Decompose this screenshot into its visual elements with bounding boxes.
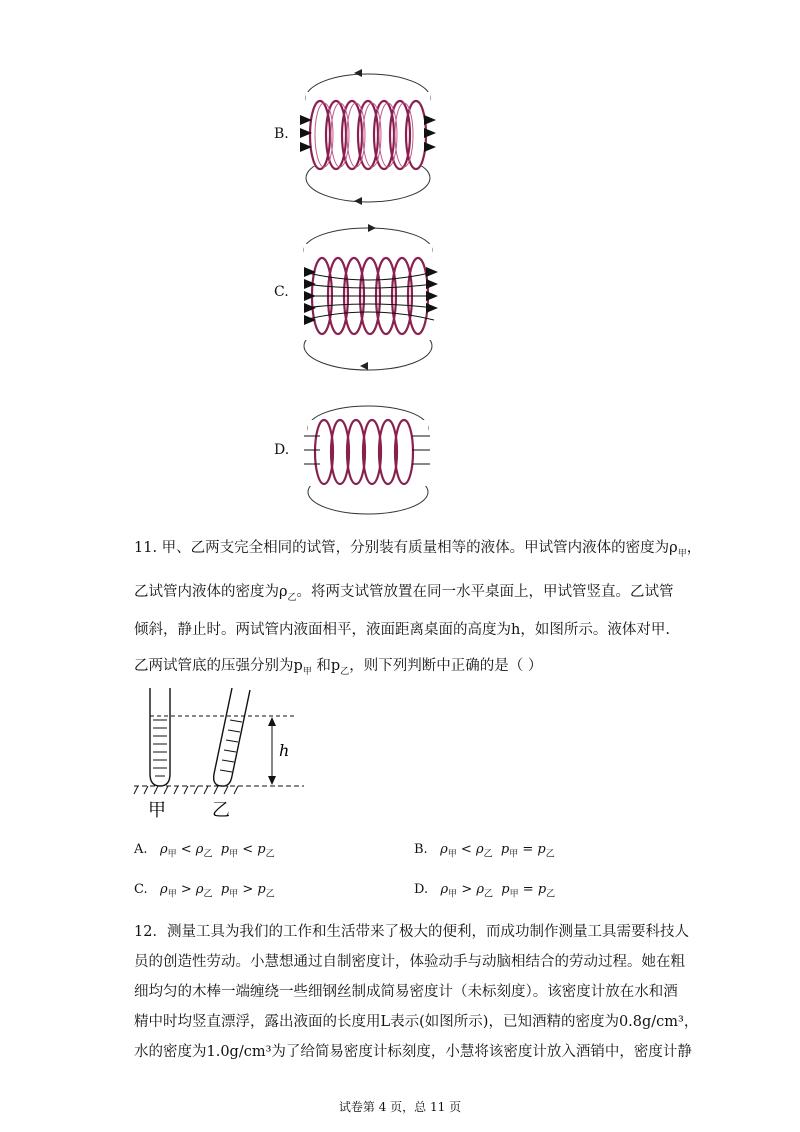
solenoid-figure-d: [290, 394, 450, 518]
test-tubes-figure: [134, 686, 304, 826]
choice-a[interactable]: A. $\rho_甲 < \rho_乙$ $p_甲 < p_乙$: [134, 842, 275, 860]
height-h-label: h: [279, 741, 290, 760]
tube-jia-label: 甲: [148, 800, 166, 821]
choice-d[interactable]: D. $\rho_甲 > \rho_乙$ $p_甲 = p_乙$: [414, 882, 556, 900]
q11-line-1: 11. 甲、乙两支完全相同的试管，分别装有质量相等的液体。甲试管内液体的密度为$\rho_甲$，: [134, 540, 702, 559]
q12-line-1: 12．测量工具为我们的工作和生活带来了极大的便利，而成功制作测量工具需要科技人: [134, 924, 689, 940]
q12-line-4: 精中时均竖直漂浮，露出液面的长度用L表示(如图所示)，已知酒精的密度为0.8g/cm³，: [134, 1014, 699, 1030]
option-d-label: D.: [274, 442, 290, 458]
solenoid-figure-b: [290, 60, 450, 210]
page-footer: 试卷第 4 页，总 11 页: [338, 1100, 462, 1114]
q12-line-5: 水的密度为1.0g/cm³为了给简易密度计标刻度，小慧将该密度计放入酒销中，密度计静: [134, 1044, 692, 1060]
tube-yi-label: 乙: [212, 800, 230, 821]
choice-b[interactable]: B. $\rho_甲 < \rho_乙$ $p_甲 = p_乙$: [414, 842, 555, 860]
q11-line-4: 乙两试管底的压强分别为$p_甲$ 和$p_乙$，则下列判断中正确的是（ ）: [134, 658, 543, 677]
option-c-label: C.: [274, 284, 289, 300]
q11-line-3: 倾斜，静止时。两试管内液面相平，液面距离桌面的高度为h，如图所示。液体对甲.: [134, 622, 670, 638]
q12-line-2: 员的创造性劳动。小慧想通过自制密度计，体验动手与动脑相结合的劳动过程。她在粗: [134, 954, 685, 970]
solenoid-figure-c: [290, 220, 450, 378]
option-b-label: B.: [274, 126, 289, 142]
q11-line-2: 乙试管内液体的密度为$\rho_乙$。将两支试管放置在同一水平桌面上，甲试管竖直。乙试管: [134, 584, 674, 603]
choice-c[interactable]: C. $\rho_甲 > \rho_乙$ $p_甲 > p_乙$: [134, 882, 275, 900]
q12-line-3: 细均匀的木棒一端缠绕一些细钢丝制成简易密度计（未标刻度）。该密度计放在水和酒: [134, 984, 678, 1000]
